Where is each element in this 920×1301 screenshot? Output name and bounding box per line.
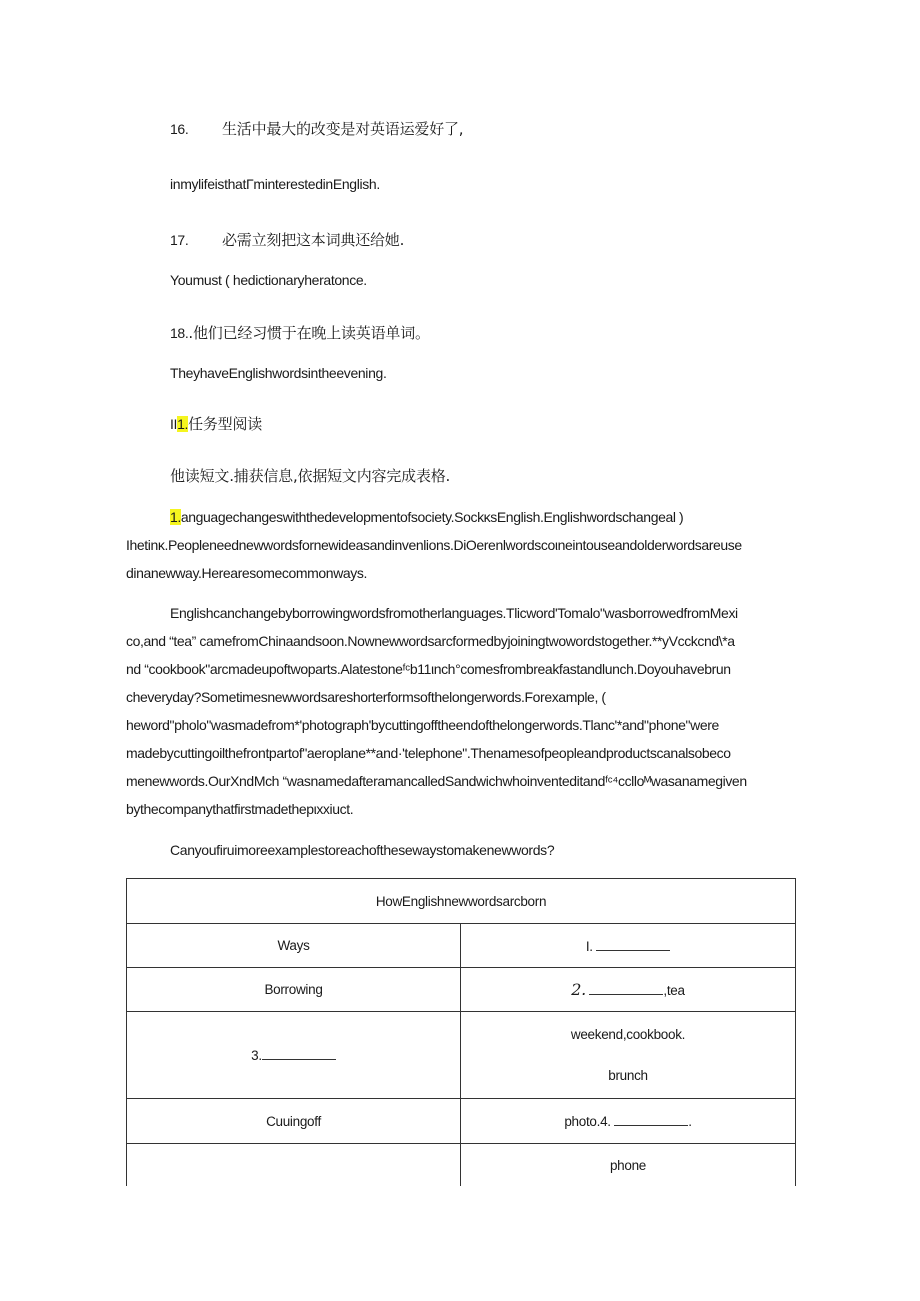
passage-line: nd “cookbook"arcmadeupoftwoparts.Alatestoneᶠᶜb11ιnch°comesfrombreakfastandlunch.Doyouhavebrun: [126, 661, 731, 677]
example-line: weekend,cookbook.: [570, 1027, 686, 1042]
passage-line: 1.anguagechangeswiththedevelopmentofsociety.SockκsEnglish.Englishwordschangeal ): [170, 509, 684, 525]
section-prefix: II: [170, 416, 178, 432]
answer-blank[interactable]: [262, 1047, 336, 1060]
item-16-question: [170, 118, 463, 139]
table-cell-borrowing: Borrowing: [127, 968, 461, 1012]
passage-line: Ihetinκ.Peopleneednewwordsfornewideasandinvenlions.DiOerenlwordscoιneintouseandolderwordsareuse: [126, 537, 742, 553]
passage-line: Englishcanchangebyborrowingwordsfromotherlanguages.Tlicword'Tomalo"wasborrowedfromMexi: [170, 605, 738, 621]
passage-line: heword"pholo"wasmadefrom*'photograph'bycuttingofftheendofthelongerwords.Tlanc'*and"phone"were: [126, 717, 719, 733]
highlighted-marker: 1.: [177, 416, 189, 432]
item-16-answer: inmylifeisthatΓminterestedinEnglish.: [170, 176, 380, 192]
passage-line: co,and “tea” camefromChinaandsoon.Nownewwordsarcformedbyjoiningtwowordstogether.**yVcckcnd\*a: [126, 633, 735, 649]
highlighted-marker: 1.: [170, 509, 181, 525]
table-title: HowEnglishnewwordsarcborn: [127, 879, 796, 924]
item-18-answer: TheyhaveEnglishwordsintheevening.: [170, 365, 387, 381]
section-title: 任务型阅读: [188, 415, 263, 433]
item-chinese-text: 生活中最大的改变是对英语运爱好了,: [222, 120, 464, 138]
item-17-question: [170, 229, 404, 250]
item-18-question: [170, 322, 430, 343]
item-chinese-text: 必需立刻把这本词典还给她.: [222, 231, 405, 249]
passage-line: menewwords.OurXndMch “wasnamedafteramancalledSandwichwhoinventeditandᶠᶜ⁴cclloᴹwasanamegiven: [126, 773, 747, 789]
table-cell-answer-2: 2. ,tea: [461, 968, 796, 1012]
passage-line: madebycuttingoilthefrontpartof"aeroplane**and·'telephone".Thenamesofpeopleandproductscanalsobeco: [126, 745, 731, 761]
section-heading: [170, 413, 262, 434]
table-cell-answer-4: photo.4. .: [461, 1099, 796, 1144]
table-cell-cutting: Cuuingoff: [127, 1099, 461, 1144]
item-number: 18.: [170, 325, 189, 341]
item-number: 16.: [170, 121, 189, 137]
item-17-answer: Youmust ( hedictionaryheratonce.: [170, 272, 367, 288]
item-number: 17.: [170, 232, 189, 248]
passage-line: dinanewway.Herearesomecommonways.: [126, 565, 367, 581]
table-header-ways: Ways: [127, 924, 461, 968]
answer-blank[interactable]: [614, 1113, 688, 1126]
answer-blank[interactable]: [596, 938, 670, 951]
page-bottom-margin: [0, 1186, 920, 1301]
table-cell-phone: phone: [461, 1144, 796, 1204]
example-line: brunch: [608, 1068, 648, 1083]
word-formation-table: [126, 878, 796, 1204]
answer-blank[interactable]: [589, 982, 663, 995]
passage-line: cheveryday?Sometimesnewwordsareshorterformsofthelongerwords.Forexample, (: [126, 689, 606, 705]
item-chinese-text: .他们已经习惯于在晚上读英语单词。: [188, 324, 430, 342]
table-cell-answer-3: 3.: [127, 1012, 461, 1099]
table-cell-examples: [461, 1012, 796, 1099]
table-header-answer-1: I.: [461, 924, 796, 968]
section-instruction: 他读短文.捕获信息,依据短文内容完成表格.: [170, 467, 451, 485]
passage-line: bythecompanythatfirstmadethepιxxiuct.: [126, 801, 354, 817]
passage-question: Canyoufiruimoreexamplestoreachofthesewaystomakenewwords?: [170, 842, 555, 858]
